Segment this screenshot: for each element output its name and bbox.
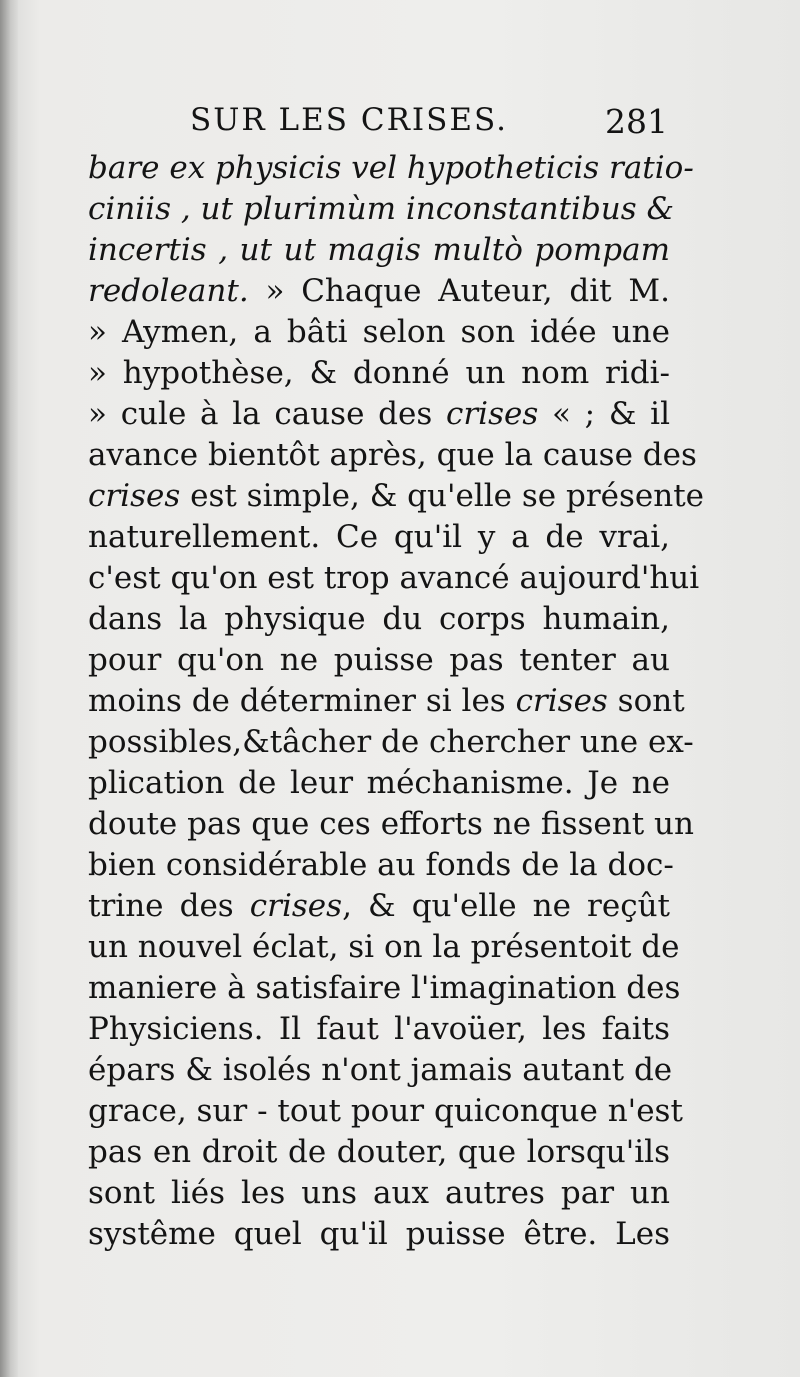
text-run: pour qu'on ne puisse pas tenter au <box>88 642 670 678</box>
italic-text: ciniis , ut plurimùm inconstantibus & <box>88 191 675 227</box>
text-run: pas en droit de douter, que lorsqu'ils <box>88 1134 670 1170</box>
text-line <box>88 558 700 599</box>
text-line <box>88 640 670 681</box>
text-run: » cule à la cause des <box>88 396 446 432</box>
text-line <box>88 353 670 394</box>
text-line <box>88 845 674 886</box>
text-line <box>88 476 705 517</box>
text-run: bien considérable au fonds de la doc- <box>88 847 674 883</box>
text-run: Physiciens. Il faut l'avoüer, les faits <box>88 1011 670 1047</box>
text-run: » Chaque Auteur, dit M. <box>248 273 670 309</box>
text-line <box>88 1173 670 1214</box>
text-run: possibles,&tâcher de chercher une ex- <box>88 724 694 760</box>
text-line <box>88 394 670 435</box>
text-line <box>88 517 670 558</box>
text-line <box>88 312 670 353</box>
text-run: sont liés les uns aux autres par un <box>88 1175 670 1211</box>
page-gutter <box>0 0 18 1377</box>
text-line <box>88 1214 670 1255</box>
text-run: avance bientôt après, que la cause des <box>88 437 697 473</box>
text-run: dans la physique du corps humain, <box>88 601 670 637</box>
text-line <box>88 681 685 722</box>
running-head: SUR LES CRISES. <box>190 102 509 138</box>
text-run: plication de leur méchanisme. Je ne <box>88 765 670 801</box>
text-line <box>88 927 680 968</box>
text-run: systême quel qu'il puisse être. Les <box>88 1216 670 1252</box>
text-line <box>88 804 694 845</box>
text-run: « ; & il <box>538 396 671 432</box>
text-line <box>88 148 694 189</box>
italic-text: redoleant. <box>88 273 249 309</box>
text-run: un nouvel éclat, si on la présentoit de <box>88 929 680 965</box>
italic-text: crises <box>249 888 343 924</box>
italic-text: bare ex physicis vel hypotheticis ratio- <box>88 150 694 186</box>
text-line <box>88 1091 683 1132</box>
text-run: sont <box>607 683 685 719</box>
italic-text: crises <box>515 683 608 719</box>
text-line <box>88 599 670 640</box>
page-number: 281 <box>605 102 668 141</box>
page-header <box>88 102 668 146</box>
text-line <box>88 189 675 230</box>
text-line <box>88 1009 670 1050</box>
italic-text: crises <box>445 396 539 432</box>
text-run: » hypothèse, & donné un nom ridi- <box>88 355 670 391</box>
text-line <box>88 722 694 763</box>
text-run: épars & isolés n'ont jamais autant de <box>88 1052 673 1088</box>
text-line <box>88 763 670 804</box>
body-text <box>88 148 705 1255</box>
text-line <box>88 886 670 927</box>
text-run: moins de déterminer si les <box>88 683 516 719</box>
text-run: c'est qu'on est trop avancé aujourd'hui <box>88 560 700 596</box>
text-run: trine des <box>88 888 250 924</box>
text-run: , & qu'elle ne reçût <box>342 888 670 924</box>
text-line <box>88 1050 673 1091</box>
text-line <box>88 230 670 271</box>
italic-text: incertis , ut ut magis multò pompam <box>88 232 670 268</box>
text-run: doute pas que ces efforts ne fissent un <box>88 806 694 842</box>
text-run: grace, sur - tout pour quiconque n'est <box>88 1093 683 1129</box>
text-run: est simple, & qu'elle se présente <box>180 478 705 514</box>
text-line <box>88 271 670 312</box>
text-run: naturellement. Ce qu'il y a de vrai, <box>88 519 670 555</box>
text-line <box>88 968 681 1009</box>
text-line <box>88 1132 670 1173</box>
italic-text: crises <box>88 478 181 514</box>
text-line <box>88 435 697 476</box>
text-run: maniere à satisfaire l'imagination des <box>88 970 681 1006</box>
text-run: » Aymen, a bâti selon son idée une <box>88 314 670 350</box>
